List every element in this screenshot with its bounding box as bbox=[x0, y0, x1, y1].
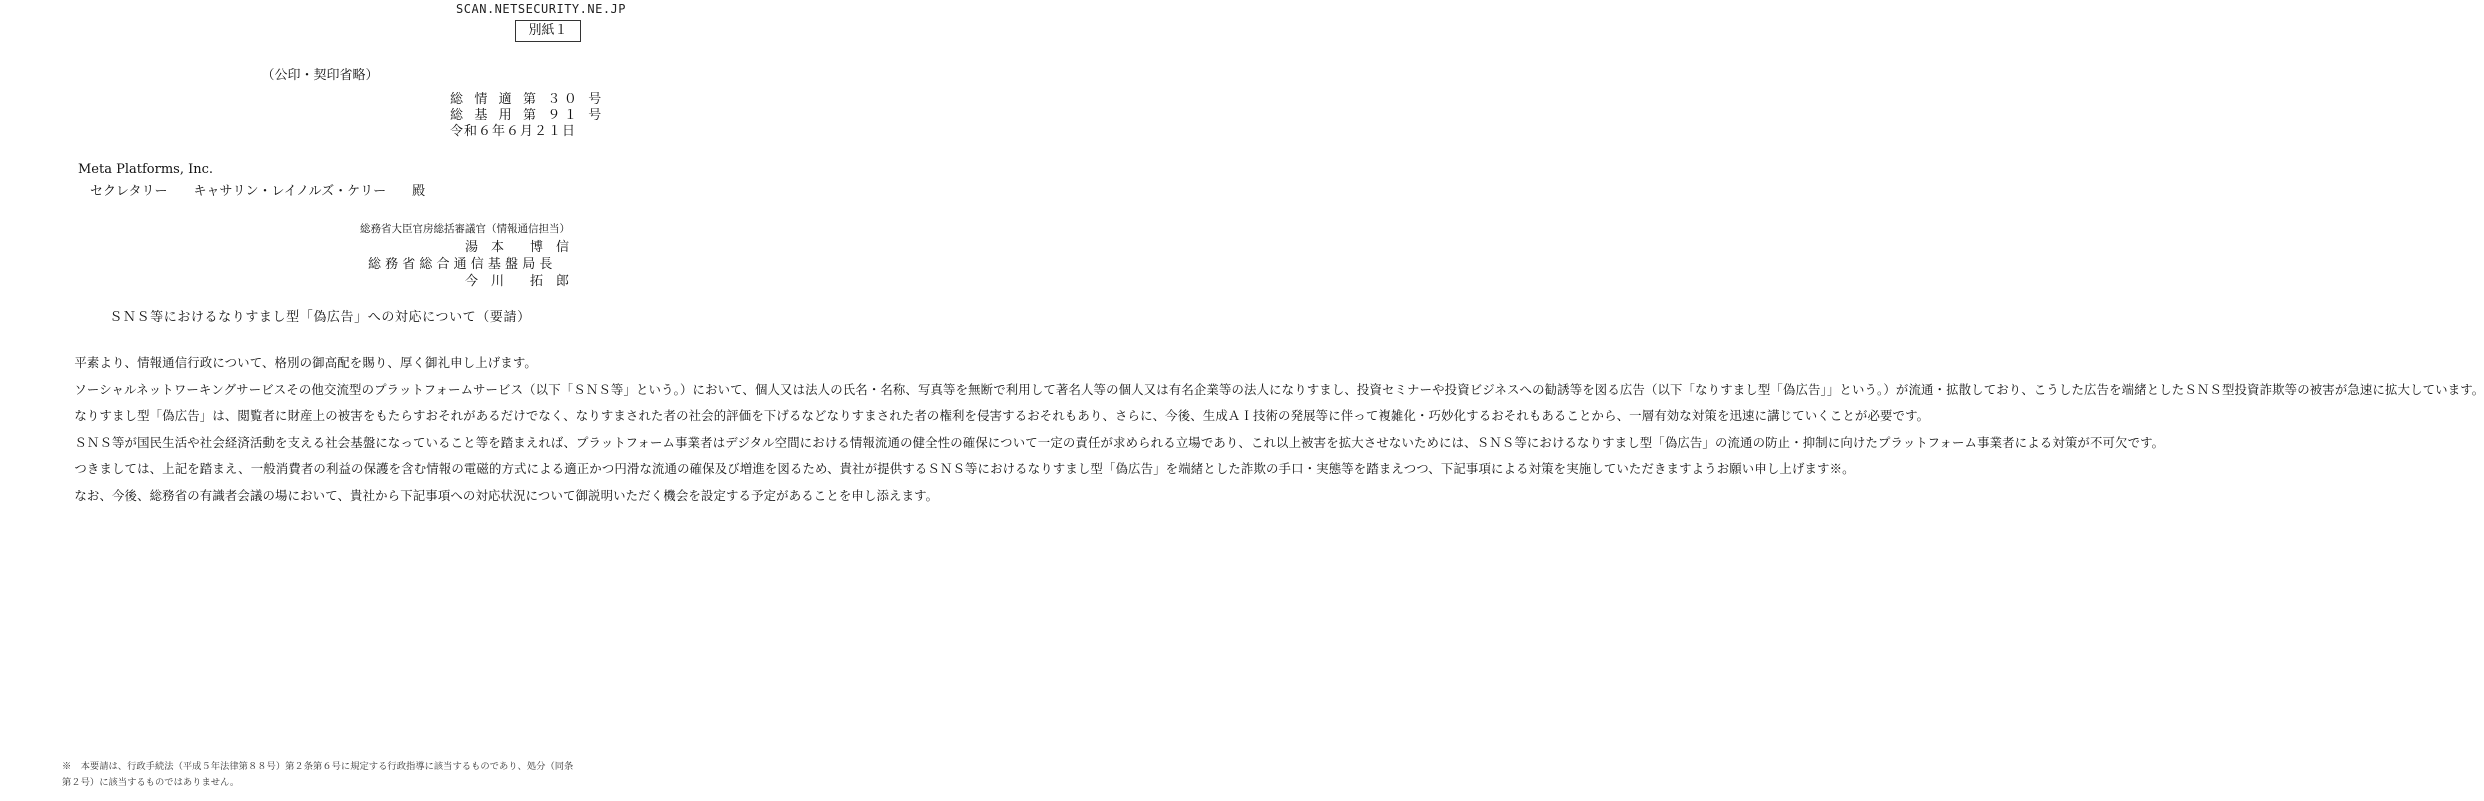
body-paragraph-5: つきましては、上記を踏まえ、一般消費者の利益の保護を含む情報の電磁的方式による適正かつ円滑な流通の確保及び増進を図るため、貴社が提供するＳＮＳ等におけるなりすまし型「偽広告」を端緒とした詐欺の手口・実態等を踏まえつつ、下記事項による対策を実施していただきますようお願い申し上げます※。 bbox=[74, 461, 1855, 477]
seal-omitted-note: （公印・契印省略） bbox=[261, 68, 379, 83]
body-paragraph-2: ソーシャルネットワーキングサービスその他交流型のプラットフォームサービス（以下「ＳＮＳ等」という。）において、個人又は法人の氏名・名称、写真等を無断で利用して著名人等の個人又は有名企業等の法人になりすまし、投資セミナーや投資ビジネスへの勧誘等を図る広告（以下「なりすまし型「偽広告」」という。）が流通・拡散しており、こうした広告を端緒としたＳＮＳ型投資詐欺等の被害が急速に拡大しています。 bbox=[74, 381, 2484, 397]
document-date: 令和６年６月２１日 bbox=[450, 124, 577, 139]
sender-name-1: 湯 本 博 信 bbox=[465, 240, 570, 255]
sender-title-2: 総 務 省 総 合 通 信 基 盤 局 長 bbox=[368, 257, 553, 272]
body-paragraph-1: 平素より、情報通信行政について、格別の御高配を賜り、厚く御礼申し上げます。 bbox=[74, 355, 537, 370]
document-number-2: 総 基 用 第 ９１ 号 bbox=[450, 108, 605, 123]
body-paragraph-6: なお、今後、総務省の有識者会議の場において、貴社から下記事項への対応状況について御説明いただく機会を設定する予定があることを申し添えます。 bbox=[74, 487, 939, 503]
addressee-company: Meta Platforms, Inc. bbox=[78, 162, 214, 177]
body-text bbox=[62, 353, 2484, 513]
sender-name-2: 今 川 拓 郎 bbox=[465, 274, 570, 289]
body-paragraph-3: なりすまし型「偽広告」は、閲覧者に財産上の被害をもたらすおそれがあるだけでなく、なりすまされた者の社会的評価を下げるなどなりすまされた者の権利を侵害するおそれもあり、さらに、今後、生成ＡＩ技術の発展等に伴って複雑化・巧妙化するおそれもあることから、一層有効な対策を迅速に講じていくことが必要です。 bbox=[74, 408, 1930, 424]
annex-label: 別紙１ bbox=[515, 20, 581, 42]
document-subject: ＳＮＳ等におけるなりすまし型「偽広告」への対応について（要請） bbox=[109, 310, 531, 325]
watermark: SCAN.NETSECURITY.NE.JP bbox=[456, 2, 626, 16]
document-number-1: 総 情 適 第 ３０ 号 bbox=[450, 92, 605, 107]
sender-title-1: 総務省大臣官房総括審議官（情報通信担当） bbox=[360, 223, 570, 235]
footnote: ※ 本要請は、行政手続法（平成５年法律第８８号）第２条第６号に規定する行政指導に該当するものであり、処分（同条第２号）に該当するものではありません。 bbox=[62, 761, 574, 788]
body-paragraph-4: ＳＮＳ等が国民生活や社会経済活動を支える社会基盤になっていること等を踏まえれば、プラットフォーム事業者はデジタル空間における情報流通の健全性の確保について一定の責任が求められる立場であり、これ以上被害を拡大させないためには、ＳＮＳ等におけるなりすまし型「偽広告」の流通の防止・抑制に向けたプラットフォーム事業者による対策が不可欠です。 bbox=[74, 434, 2165, 450]
addressee-person: セクレタリー キャサリン・レイノルズ・ケリー 殿 bbox=[90, 184, 426, 199]
